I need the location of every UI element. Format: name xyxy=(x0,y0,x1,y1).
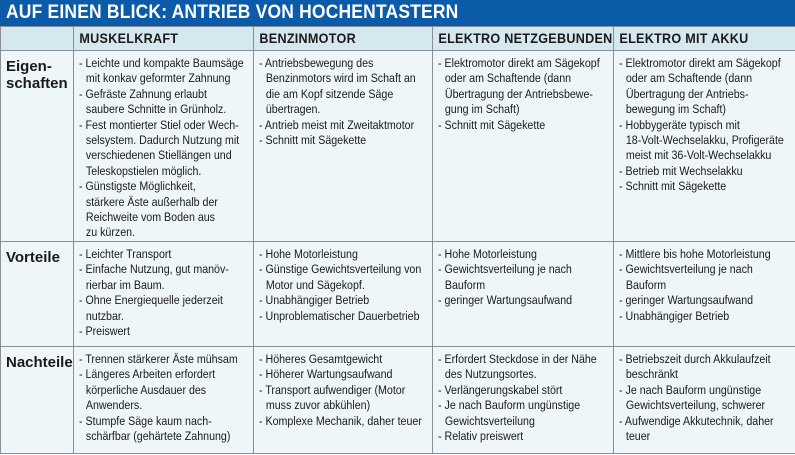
list-item xyxy=(259,352,433,367)
list-item-line: - geringer Wartungsaufwand xyxy=(438,293,573,308)
list-item xyxy=(619,414,795,445)
column-header-label: BENZINMOTOR xyxy=(259,30,356,46)
list-item-line: - Antriebsbewegung des xyxy=(259,56,374,70)
list-item xyxy=(619,164,795,179)
list-item xyxy=(438,293,614,308)
list-item-line: beschränkt xyxy=(625,367,679,382)
list-item-line: - Trennen stärkerer Äste mühsam xyxy=(79,351,238,366)
list-item xyxy=(259,118,433,133)
list-item xyxy=(79,352,254,367)
row-label-cell xyxy=(1,241,74,346)
list-item-line: - Hohe Motorleistung xyxy=(259,246,358,261)
list-item-line: schärfbar (gehärtete Zahnung) xyxy=(85,428,231,443)
table-cell-benzinmotor xyxy=(254,51,433,242)
list-item-line: Gewichtsverteilung xyxy=(444,413,535,428)
list-item-line: - Hobbygeräte typisch mit xyxy=(619,117,740,132)
list-item-line: stärkere Äste außerhalb der xyxy=(85,194,218,209)
list-item xyxy=(438,398,614,429)
comparison-table xyxy=(0,26,795,454)
list-item xyxy=(619,56,795,118)
list-item-line: - Komplexe Mechanik, daher teuer xyxy=(259,413,422,428)
list-item-line: körperliche Ausdauer des xyxy=(85,382,207,397)
list-item-line: oder am Schaftende (dann xyxy=(444,71,572,86)
list-item-line: - Unabhängiger Betrieb xyxy=(259,293,370,308)
list-item xyxy=(79,414,254,445)
list-item-line: die am Kopf sitzende Säge xyxy=(265,86,394,101)
list-item-line: - Betrieb mit Wechselakku xyxy=(619,163,743,178)
list-item-line: gung im Schaft) xyxy=(444,102,520,117)
row-label xyxy=(1,51,73,92)
list-item xyxy=(438,262,614,293)
table-cell-elektro-netzgebunden xyxy=(433,241,614,346)
list-item xyxy=(438,118,614,133)
list-item-line: nutzbar. xyxy=(85,308,124,323)
list-item-line: des Nutzungsortes. xyxy=(444,367,537,382)
table-cell-benzinmotor xyxy=(254,346,433,453)
list-item-line: - Gewichtsverteilung je nach xyxy=(438,262,572,277)
table-row-nachteile xyxy=(1,346,795,453)
list-item-line: - Günstigste Möglichkeit, xyxy=(79,179,196,194)
list-item-line: - Fest montierter Stiel oder Wech- xyxy=(79,117,239,132)
list-item-line: Reichweite vom Boden aus xyxy=(85,210,216,225)
list-item-line: verschiedenen Stiellängen und xyxy=(85,148,232,163)
header-row xyxy=(1,27,795,51)
table-cell-elektro-mit-akku xyxy=(614,51,795,242)
list-item-line: übertragen. xyxy=(265,102,321,117)
row-label-line: Nachteile xyxy=(6,353,73,371)
list-item-line: - Günstige Gewichtsverteilung von xyxy=(259,262,422,277)
list-item-line: - Schnitt mit Sägekette xyxy=(619,179,727,194)
column-header-muskelkraft xyxy=(74,27,254,51)
list-item-line: mit konkav geformter Zahnung xyxy=(85,71,231,86)
list-item xyxy=(79,118,254,180)
list-item-line: - Transport aufwendiger (Motor xyxy=(259,382,406,397)
column-header-label: ELEKTRO NETZGEBUNDEN xyxy=(438,30,613,46)
list-item-line: Benzinmotors wird im Schaft an xyxy=(265,71,416,86)
list-item xyxy=(438,352,614,383)
list-item-line: - Unproblematischer Dauerbetrieb xyxy=(259,308,420,323)
table-cell-elektro-mit-akku xyxy=(614,346,795,453)
table-row-vorteile xyxy=(1,241,795,346)
list-item-line: - Schnitt mit Sägekette xyxy=(438,117,546,132)
table-title: AUF EINEN BLICK: ANTRIEB VON HOCHENTASTERN xyxy=(0,0,795,26)
list-item-line: - Mittlere bis hohe Motorleistung xyxy=(619,246,771,261)
list-item-line: - Höherer Wartungsaufwand xyxy=(259,367,393,382)
list-item xyxy=(438,429,614,444)
list-item-line: muss zuvor abkühlen) xyxy=(265,398,371,413)
list-item-line: - Antrieb meist mit Zweitaktmotor xyxy=(259,117,415,132)
row-label-line: Vorteile xyxy=(6,248,60,266)
row-label xyxy=(1,242,73,266)
list-item-line: - Elektromotor direkt am Sägekopf xyxy=(438,56,600,70)
list-item xyxy=(438,247,614,262)
list-item-line: - Unabhängiger Betrieb xyxy=(619,308,730,323)
list-item xyxy=(619,383,795,414)
list-item-line: - Elektromotor direkt am Sägekopf xyxy=(619,56,781,70)
list-item-line: - Schnitt mit Sägekette xyxy=(259,133,367,148)
list-item-line: - Erfordert Steckdose in der Nähe xyxy=(438,351,597,366)
list-item-line: - Hohe Motorleistung xyxy=(438,246,537,261)
list-item xyxy=(79,179,254,241)
row-label-line: Eigen- xyxy=(6,58,52,75)
list-item xyxy=(619,247,795,262)
table-row-eigen-schaften xyxy=(1,51,795,242)
list-item xyxy=(619,118,795,164)
list-item-line: Übertragung der Antriebsbewe- xyxy=(444,86,593,101)
list-item-line: bewegung im Schaft) xyxy=(625,102,726,117)
list-item xyxy=(619,179,795,194)
list-item-line: saubere Schnitte in Grünholz. xyxy=(85,102,227,117)
list-item-line: - Relativ preiswert xyxy=(438,428,524,443)
table-cell-benzinmotor xyxy=(254,241,433,346)
list-item-line: - Einfache Nutzung, gut manöv- xyxy=(79,262,229,277)
list-item-line: Bauform xyxy=(625,277,667,292)
list-item-line: - Längeres Arbeiten erfordert xyxy=(79,367,216,382)
list-item xyxy=(79,293,254,324)
list-item-line: Teleskopstielen möglich. xyxy=(85,163,202,178)
row-label xyxy=(1,347,73,371)
list-item-line: - geringer Wartungsaufwand xyxy=(619,293,754,308)
table-cell-muskelkraft xyxy=(74,241,254,346)
list-item-line: oder am Schaftende (dann xyxy=(625,71,753,86)
list-item-line: teuer xyxy=(625,428,651,443)
list-item-line: - Höheres Gesamtgewicht xyxy=(259,351,383,366)
list-item-line: Motor und Sägekopf. xyxy=(265,277,365,292)
row-label-cell xyxy=(1,51,74,242)
list-item-line: Bauform xyxy=(444,277,486,292)
column-header-label: MUSKELKRAFT xyxy=(79,30,179,46)
list-item-line: meist mit 36-Volt-Wechselakku xyxy=(625,148,772,163)
table-cell-muskelkraft xyxy=(74,346,254,453)
table-cell-elektro-mit-akku xyxy=(614,241,795,346)
list-item xyxy=(79,87,254,118)
list-item xyxy=(79,324,254,339)
list-item-line: zu kürzen. xyxy=(85,225,136,240)
list-item-line: - Leichter Transport xyxy=(79,246,172,261)
row-label-line: schaften xyxy=(6,75,68,92)
list-item-line: Gewichtsverteilung, schwerer xyxy=(625,398,766,413)
list-item xyxy=(619,293,795,308)
column-header-elektro-mit-akku xyxy=(614,27,795,51)
list-item xyxy=(619,262,795,293)
list-item-line: - Gefräste Zahnung erlaubt xyxy=(79,86,207,101)
list-item-line: - Je nach Bauform ungünstige xyxy=(619,382,762,397)
list-item-line: rierbar im Baum. xyxy=(85,277,165,292)
list-item xyxy=(619,352,795,383)
table-cell-elektro-netzgebunden xyxy=(433,346,614,453)
list-item xyxy=(259,247,433,262)
column-header-elektro-netzgebunden xyxy=(433,27,614,51)
column-header-benzinmotor xyxy=(254,27,433,51)
table-cell-elektro-netzgebunden xyxy=(433,51,614,242)
list-item xyxy=(438,56,614,118)
list-item xyxy=(259,133,433,148)
list-item xyxy=(79,247,254,262)
list-item xyxy=(79,367,254,413)
list-item xyxy=(259,293,433,308)
list-item-line: Anwenders. xyxy=(85,398,143,413)
list-item-line: 18-Volt-Wechselakku, Profigeräte xyxy=(625,133,784,148)
list-item-line: - Verlängerungskabel stört xyxy=(438,382,563,397)
column-header-empty xyxy=(1,27,74,51)
list-item xyxy=(438,383,614,398)
list-item-line: Übertragung der Antriebs- xyxy=(625,86,749,101)
list-item xyxy=(259,309,433,324)
list-item-line: - Preiswert xyxy=(79,323,130,338)
list-item xyxy=(79,56,254,87)
list-item xyxy=(259,367,433,382)
list-item xyxy=(619,309,795,324)
column-header-label: ELEKTRO MIT AKKU xyxy=(619,30,749,46)
row-label-cell xyxy=(1,346,74,453)
list-item-line: - Aufwendige Akkutechnik, daher xyxy=(619,413,774,428)
list-item-line: - Stumpfe Säge kaum nach- xyxy=(79,413,212,428)
list-item xyxy=(79,262,254,293)
list-item-line: - Je nach Bauform ungünstige xyxy=(438,398,581,413)
list-item-line: selsystem. Dadurch Nutzung mit xyxy=(85,133,240,148)
list-item xyxy=(259,56,433,118)
list-item-line: - Ohne Energiequelle jederzeit xyxy=(79,293,223,308)
list-item-line: - Leichte und kompakte Baumsäge xyxy=(79,56,244,70)
list-item xyxy=(259,414,433,429)
list-item-line: - Gewichtsverteilung je nach xyxy=(619,262,753,277)
table-cell-muskelkraft xyxy=(74,51,254,242)
list-item xyxy=(259,383,433,414)
list-item xyxy=(259,262,433,293)
list-item-line: - Betriebszeit durch Akkulaufzeit xyxy=(619,351,771,366)
